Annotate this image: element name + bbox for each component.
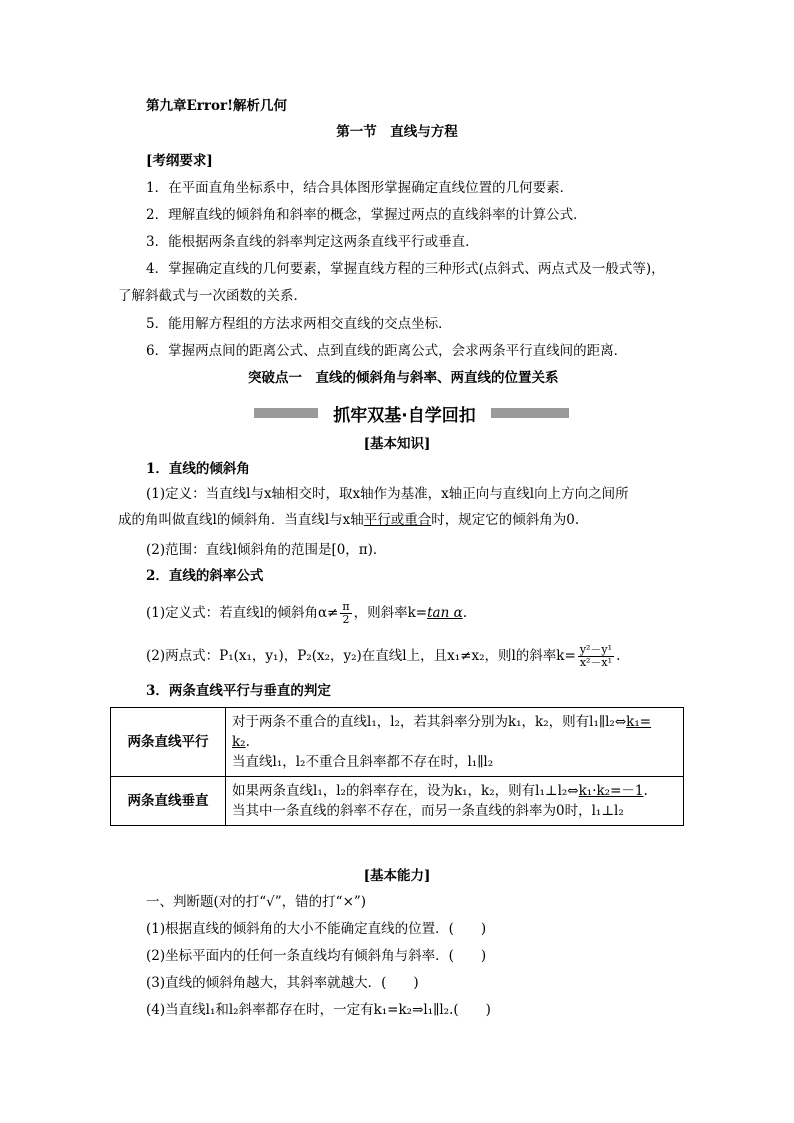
chapter-title: 第九章Error!解析几何 — [146, 98, 288, 114]
fill-answer: k₁= — [626, 714, 652, 730]
text-span: 时，规定它的倾斜角为0. — [431, 512, 580, 528]
text-span: (2)两点式：P₁(x₁，y₁)，P₂(x₂，y₂)在直线l上，且x₁≠x₂，则l的斜率k= — [146, 648, 576, 664]
cell-line: 当其中一条直线的斜率不存在，而另一条直线的斜率为0时，l₁⊥l₂ — [232, 803, 624, 819]
text-span: 如果两条直线l₁，l₂的斜率存在，设为k₁，k₂，则有l₁⊥l₂⇔ — [232, 783, 579, 799]
row-content — [226, 777, 684, 826]
banner-bar-right — [491, 408, 569, 418]
row-header: 两条直线平行 — [111, 708, 226, 777]
fill-answer: k₂ — [232, 734, 246, 750]
text-span: ，则斜率k= — [353, 605, 428, 621]
subsection-title: 1．直线的倾斜角 — [146, 461, 250, 477]
fraction-denominator: x²－x¹ — [579, 656, 613, 669]
section-title: 第一节 直线与方程 — [336, 124, 458, 140]
text-span: (1)定义式：若直线l的倾斜角α≠ — [146, 605, 339, 621]
cell-line — [232, 732, 677, 752]
fill-answer: 平行或重合 — [363, 512, 432, 528]
fraction-numerator: π — [342, 600, 350, 613]
subsection-title: 3．两条直线平行与垂直的判定 — [146, 683, 331, 699]
fill-answer: k₁·k₂=－1 — [578, 783, 644, 799]
paragraph-line — [146, 641, 620, 671]
syllabus-item: 1．在平面直角坐标系中，结合具体图形掌握确定直线位置的几何要素． — [146, 180, 574, 196]
basic-ability-heading: [基本能力] — [363, 868, 431, 884]
paragraph-line — [146, 598, 467, 628]
fill-answer: tan α — [427, 605, 463, 621]
syllabus-item: 4．掌握确定直线的几何要素，掌握直线方程的三种形式(点斜式、两点式及一般式等)， — [146, 261, 665, 277]
table-row — [111, 708, 684, 777]
fraction-pi-over-2 — [340, 601, 351, 626]
fraction-denominator: 2 — [342, 613, 350, 626]
paragraph-line: (1)定义：当直线l与x轴相交时，取x轴作为基准，x轴正向与直线l向上方向之间所 — [146, 486, 629, 502]
basic-knowledge-heading: [基本知识] — [363, 436, 431, 452]
table-row — [111, 777, 684, 826]
syllabus-item: 2．理解直线的倾斜角和斜率的概念，掌握过两点的直线斜率的计算公式． — [146, 207, 587, 223]
syllabus-item: 5．能用解方程组的方法求两相交直线的交点坐标． — [146, 316, 452, 332]
banner-bar-left — [254, 408, 318, 418]
row-header: 两条直线垂直 — [111, 777, 226, 826]
question-item: (2)坐标平面内的任何一条直线均有倾斜角与斜率．( ) — [146, 948, 487, 964]
breakthrough-title: 突破点一 直线的倾斜角与斜率、两直线的位置关系 — [248, 370, 559, 386]
syllabus-heading: [考纲要求] — [146, 153, 213, 169]
syllabus-item: 3．能根据两条直线的斜率判定这两条直线平行或垂直． — [146, 234, 479, 250]
fraction-numerator: y²－y¹ — [579, 643, 613, 656]
cell-line: 当直线l₁，l₂不重合且斜率都不存在时，l₁∥l₂ — [232, 754, 494, 770]
section-banner — [254, 402, 569, 424]
question-item: (3)直线的倾斜角越大，其斜率就越大．( ) — [146, 975, 419, 991]
question-item: (4)当直线l₁和l₂斜率都存在时，一定有k₁=k₂⇒l₁∥l₂.( ) — [146, 1002, 491, 1018]
text-span: . — [462, 605, 467, 621]
paragraph-line: (2)范围：直线l倾斜角的范围是[0，π)． — [146, 542, 387, 558]
slope-fraction — [578, 644, 614, 669]
question-item: (1)根据直线的倾斜角的大小不能确定直线的位置．( ) — [146, 921, 487, 937]
text-span: . — [643, 783, 648, 799]
parallel-perpendicular-table — [110, 707, 684, 826]
text-span: . — [245, 734, 250, 750]
subsection-title: 2．直线的斜率公式 — [146, 568, 264, 584]
row-content — [226, 708, 684, 777]
syllabus-item: 6．掌握两点间的距离公式、点到直线的距离公式，会求两条平行直线间的距离． — [146, 343, 628, 359]
text-span: 对于两条不重合的直线l₁，l₂，若其斜率分别为k₁，k₂，则有l₁∥l₂⇔ — [232, 714, 627, 730]
cell-line — [232, 712, 677, 732]
text-span: . — [616, 648, 621, 664]
text-span: 成的角叫做直线l的倾斜角．当直线l与x轴 — [118, 512, 364, 528]
question-intro: 一、判断题(对的打“√”，错的打“×”) — [146, 894, 367, 910]
banner-text: 抓牢双基·自学回扣 — [333, 405, 476, 426]
paragraph-line — [118, 510, 579, 530]
cell-line — [232, 781, 677, 801]
syllabus-item: 了解斜截式与一次函数的关系． — [118, 288, 307, 304]
